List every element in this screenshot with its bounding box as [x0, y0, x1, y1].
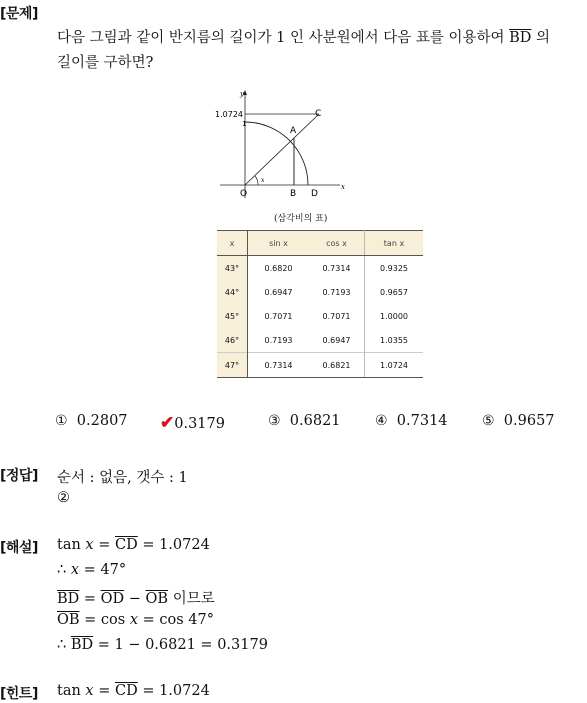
- choice-4[interactable]: ④ 0.7314: [375, 413, 448, 429]
- explanation-line-5: ∴ $\overline{BD} = 1 - 0.6821 = 0.3179$: [57, 637, 268, 653]
- point-d-label: D: [311, 189, 318, 198]
- hint-label: [힌트]: [0, 686, 38, 702]
- angle-label: x: [261, 177, 265, 184]
- answer-label: [정답]: [0, 468, 38, 484]
- header-tan: tan x: [365, 231, 424, 256]
- x-axis-label: x: [341, 183, 345, 191]
- explanation-line-3: $\overline{BD} = \overline{OD} - \overline{OB}$ 이므로: [57, 591, 215, 607]
- choice-1[interactable]: ① 0.2807: [55, 413, 128, 429]
- line-oc: [245, 114, 319, 185]
- table-row: 43° 0.6820 0.7314 0.9325: [217, 256, 423, 281]
- label-1-0724: 1.0724: [215, 110, 243, 119]
- quarter-circle-figure: [210, 86, 350, 198]
- point-a-label: A: [290, 126, 297, 136]
- checkmark-icon: ✔: [160, 413, 175, 433]
- hint-line: $\tan x = \overline{CD} = 1.0724$: [57, 683, 210, 699]
- answer-line-1: 순서 : 없음, 갯수 : 1: [57, 470, 188, 486]
- problem-line-2: 길이를 구하면?: [57, 55, 154, 71]
- header-x: x: [217, 231, 248, 256]
- table-header-row: [217, 231, 423, 256]
- explanation-line-2: ∴ x = 47°: [57, 562, 127, 578]
- trig-table: [217, 230, 423, 378]
- y-axis-label: y: [240, 90, 244, 98]
- table-row: 46° 0.7193 0.6947 1.0355: [217, 328, 423, 353]
- problem-line-1: 다음 그림과 같이 반지름의 길이가 1 인 사분원에서 다음 표를 이용하여 $\overline{BD}$ 의: [57, 30, 551, 46]
- header-sin: sin x: [248, 231, 310, 256]
- header-cos: cos x: [309, 231, 365, 256]
- table-row: 44° 0.6947 0.7193 0.9657: [217, 280, 423, 304]
- label-one: 1: [242, 120, 247, 128]
- choice-2[interactable]: ✔0.3179: [160, 413, 225, 433]
- explanation-label: [해설]: [0, 540, 38, 556]
- table-row: 45° 0.7071 0.7071 1.0000: [217, 304, 423, 328]
- table-row: 47° 0.7314 0.6821 1.0724: [217, 353, 423, 378]
- explanation-line-1: $\tan x = \overline{CD} = 1.0724$: [57, 537, 210, 553]
- explanation-line-4: $\overline{OB} = \cos x = \cos 47^\circ$: [57, 612, 214, 628]
- answer-line-2: ②: [57, 490, 70, 506]
- point-c-label: C: [315, 109, 322, 119]
- problem-label: [문제]: [0, 6, 38, 22]
- point-o-label: O: [240, 189, 248, 198]
- choice-5[interactable]: ⑤ 0.9657: [482, 413, 555, 429]
- point-b-label: B: [290, 189, 297, 198]
- table-caption: (삼각비의 표): [274, 214, 328, 224]
- angle-arc: [255, 176, 258, 185]
- choice-3[interactable]: ③ 0.6821: [268, 413, 341, 429]
